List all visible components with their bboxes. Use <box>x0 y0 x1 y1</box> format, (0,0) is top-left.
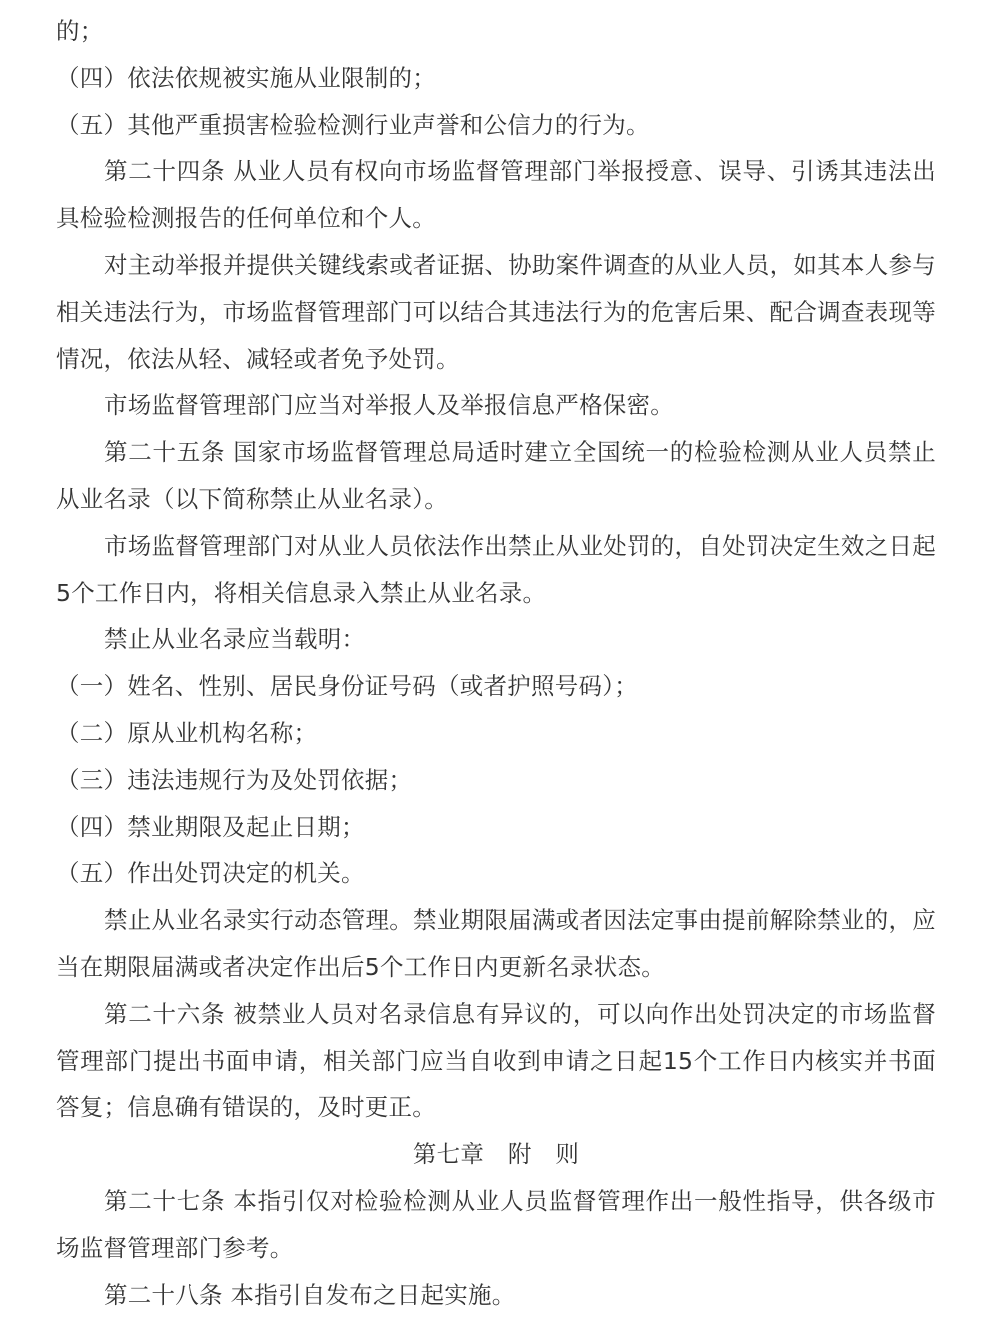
list-item: （四）依法依规被实施从业限制的； <box>56 63 436 92</box>
article-27: 第二十七条 本指引仅对检验检测从业人员监督管理作出一般性指导，供各级市场监督管理部门参考。 <box>56 1186 936 1262</box>
paragraph: 对主动举报并提供关键线索或者证据、协助案件调查的从业人员，如其本人参与相关违法行为，市场监督管理部门可以结合其违法行为的危害后果、配合调查表现等情况，依法从轻、减轻或者免予处罚。 <box>56 250 936 373</box>
article-28: 第二十八条 本指引自发布之日起实施。 <box>104 1280 516 1309</box>
list-item: （三）违法违规行为及处罚依据； <box>56 765 413 794</box>
paragraph: 市场监督管理部门应当对举报人及举报信息严格保密。 <box>104 391 674 420</box>
paragraph-continuation: 的； <box>56 17 104 45</box>
article-24: 第二十四条 从业人员有权向市场监督管理部门举报授意、误导、引诱其违法出具检验检测报告的任何单位和个人。 <box>56 157 936 233</box>
paragraph: 市场监督管理部门对从业人员依法作出禁止从业处罚的，自处罚决定生效之日起5个工作日内，将相关信息录入禁止从业名录。 <box>56 531 936 607</box>
list-item: （五）其他严重损害检验检测行业声誉和公信力的行为。 <box>56 110 650 139</box>
list-item: （二）原从业机构名称； <box>56 718 318 747</box>
paragraph: 禁止从业名录应当载明： <box>104 625 366 654</box>
list-item: （五）作出处罚决定的机关。 <box>56 859 365 888</box>
chapter-heading: 第七章 附 则 <box>412 1140 580 1169</box>
list-item: （一）姓名、性别、居民身份证号码（或者护照号码）； <box>56 672 638 701</box>
article-25: 第二十五条 国家市场监督管理总局适时建立全国统一的检验检测从业人员禁止从业名录（以下简称禁止从业名录）。 <box>56 438 936 513</box>
list-item: （四）禁业期限及起止日期； <box>56 812 365 841</box>
paragraph: 禁止从业名录实行动态管理。禁业期限届满或者因法定事由提前解除禁业的，应当在期限届满或者决定作出后5个工作日内更新名录状态。 <box>56 906 936 981</box>
document-body <box>56 8 936 1318</box>
article-26: 第二十六条 被禁业人员对名录信息有异议的，可以向作出处罚决定的市场监督管理部门提出书面申请，相关部门应当自收到申请之日起15个工作日内核实并书面答复；信息确有错误的，及时更正。 <box>56 999 936 1122</box>
